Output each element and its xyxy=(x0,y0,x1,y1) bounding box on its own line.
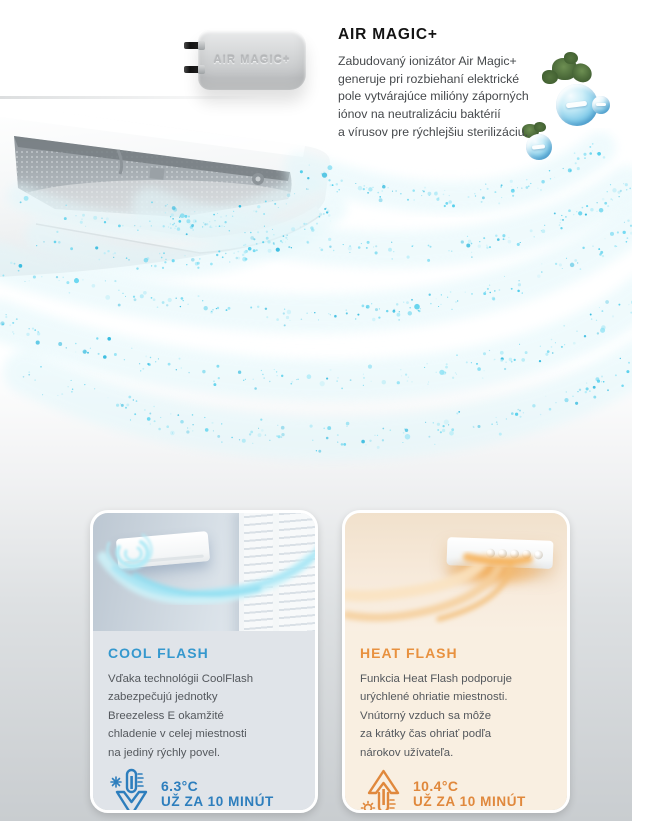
cool-airflow-graphic xyxy=(93,513,315,631)
cool-flash-body xyxy=(108,670,300,762)
body-line: za krátky čas ohriať podľa xyxy=(360,728,492,741)
cool-flash-content xyxy=(93,631,315,813)
ionizer-device-image xyxy=(198,30,306,90)
body-line: a vírusov pre rýchlejšiu sterilizáciu. xyxy=(338,124,528,139)
body-line: chladenie v celej miestnosti xyxy=(108,728,247,741)
section-body xyxy=(338,53,618,142)
body-line: Zabudovaný ionizátor Air Magic+ xyxy=(338,54,517,68)
stat-texts xyxy=(413,778,526,809)
body-line: Funkcia Heat Flash podporuje xyxy=(360,673,512,685)
air-magic-section xyxy=(338,26,618,142)
body-line: zabezpečujú jednotky xyxy=(108,691,218,704)
cool-flash-image xyxy=(93,513,315,631)
cooling-thermometer-icon xyxy=(108,767,154,813)
device-pin-icon xyxy=(184,42,201,49)
cool-flash-card xyxy=(90,510,318,813)
stat-texts xyxy=(161,778,274,809)
body-line: na jediný rýchly povel. xyxy=(108,746,221,759)
heat-flash-title: HEAT FLASH xyxy=(360,645,458,661)
stat-temperature: 6.3°C xyxy=(161,777,199,794)
body-line: pole vytvárajúce milióny záporných xyxy=(338,89,529,104)
stat-temperature: 10.4°C xyxy=(413,777,459,794)
heat-airflow-graphic xyxy=(345,513,567,631)
body-line: iónov na neutralizáciu baktérií xyxy=(338,107,501,122)
body-line: Vďaka technológii CoolFlash xyxy=(108,673,254,685)
heat-flash-card xyxy=(342,510,570,813)
stat-time: UŽ ZA 10 MINÚT xyxy=(413,793,526,809)
device-pin-icon xyxy=(184,66,201,73)
section-title: AIR MAGIC+ xyxy=(338,26,438,43)
heat-flash-stat xyxy=(360,767,552,813)
cool-flash-title: COOL FLASH xyxy=(108,645,209,661)
cool-flash-stat xyxy=(108,767,300,813)
body-line: Vnútorný vzduch sa môže xyxy=(360,709,492,722)
heat-flash-body xyxy=(360,670,552,762)
negative-ion-symbol xyxy=(532,144,545,149)
body-line: urýchlené ohriatie miestnosti. xyxy=(360,691,508,704)
heat-flash-image xyxy=(345,513,567,631)
body-line: Breezeless E okamžité xyxy=(108,709,224,722)
heating-thermometer-icon xyxy=(360,767,406,813)
body-line: nárokov užívateľa. xyxy=(360,746,454,759)
stat-time: UŽ ZA 10 MINÚT xyxy=(161,793,274,809)
body-line: generuje pri rozbiehaní elektrické xyxy=(338,71,520,86)
device-embossed-label: AIR MAGIC+ xyxy=(213,54,291,66)
heat-flash-content xyxy=(345,631,567,813)
